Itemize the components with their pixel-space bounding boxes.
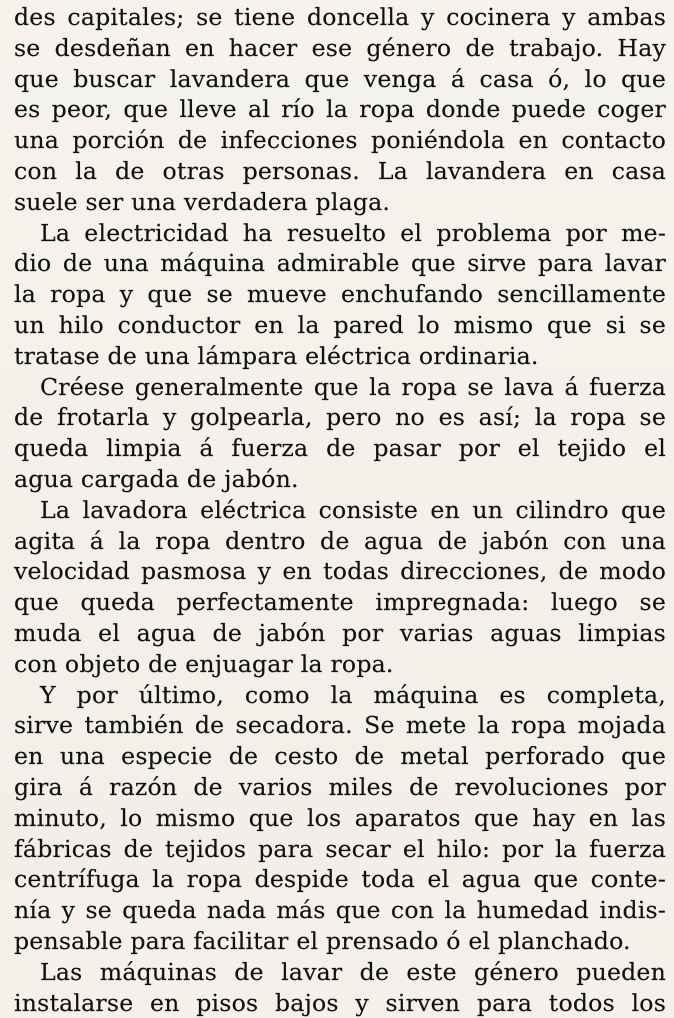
- text-line: agua cargada de jabón.: [14, 464, 666, 495]
- text-line: Créese generalmente que la ropa se lava á fuerza: [14, 372, 666, 403]
- text-line: queda limpia á fuerza de pasar por el tejido el: [14, 433, 666, 464]
- text-line: muda el agua de jabón por varias aguas limpias: [14, 618, 666, 649]
- text-line: es peor, que lleve al río la ropa donde puede coger: [14, 94, 666, 125]
- text-line: agita á la ropa dentro de agua de jabón con una: [14, 526, 666, 557]
- text-line: con la de otras personas. La lavandera en casa: [14, 156, 666, 187]
- text-line: La electricidad ha resuelto el problema por me-: [14, 218, 666, 249]
- text-line: que buscar lavandera que venga á casa ó, lo que: [14, 64, 666, 95]
- text-line: una porción de infecciones poniéndola en contacto: [14, 125, 666, 156]
- text-line: en una especie de cesto de metal perforado que: [14, 741, 666, 772]
- text-line: de frotarla y golpearla, pero no es así; la ropa se: [14, 402, 666, 433]
- text-line: fábricas de tejidos para secar el hilo: por la fuerza: [14, 834, 666, 865]
- text-line: gira á razón de varios miles de revoluciones por: [14, 772, 666, 803]
- text-line: des capitales; se tiene doncella y cocinera y ambas: [14, 2, 666, 33]
- text-line: nía y se queda nada más que con la humedad indis-: [14, 895, 666, 926]
- text-line: instalarse en pisos bajos y sirven para todos los: [14, 988, 666, 1018]
- text-line: Y por último, como la máquina es completa,: [14, 680, 666, 711]
- text-line: sirve también de secadora. Se mete la ropa mojada: [14, 710, 666, 741]
- text-line: dio de una máquina admirable que sirve para lavar: [14, 248, 666, 279]
- text-line: velocidad pasmosa y en todas direcciones, de modo: [14, 556, 666, 587]
- text-line: minuto, lo mismo que los aparatos que hay en las: [14, 803, 666, 834]
- text-line: centrífuga la ropa despide toda el agua que conte-: [14, 864, 666, 895]
- text-line: un hilo conductor en la pared lo mismo que si se: [14, 310, 666, 341]
- article-text: [14, 2, 666, 1018]
- text-line: Las máquinas de lavar de este género pueden: [14, 957, 666, 988]
- text-line: la ropa y que se mueve enchufando sencillamente: [14, 279, 666, 310]
- text-line: tratase de una lámpara eléctrica ordinaria.: [14, 341, 666, 372]
- text-line: suele ser una verdadera plaga.: [14, 187, 666, 218]
- text-line: se desdeñan en hacer ese género de trabajo. Hay: [14, 33, 666, 64]
- text-line: que queda perfectamente impregnada: luego se: [14, 587, 666, 618]
- text-line: La lavadora eléctrica consiste en un cilindro que: [14, 495, 666, 526]
- text-line: pensable para facilitar el prensado ó el planchado.: [14, 926, 666, 957]
- text-line: con objeto de enjuagar la ropa.: [14, 649, 666, 680]
